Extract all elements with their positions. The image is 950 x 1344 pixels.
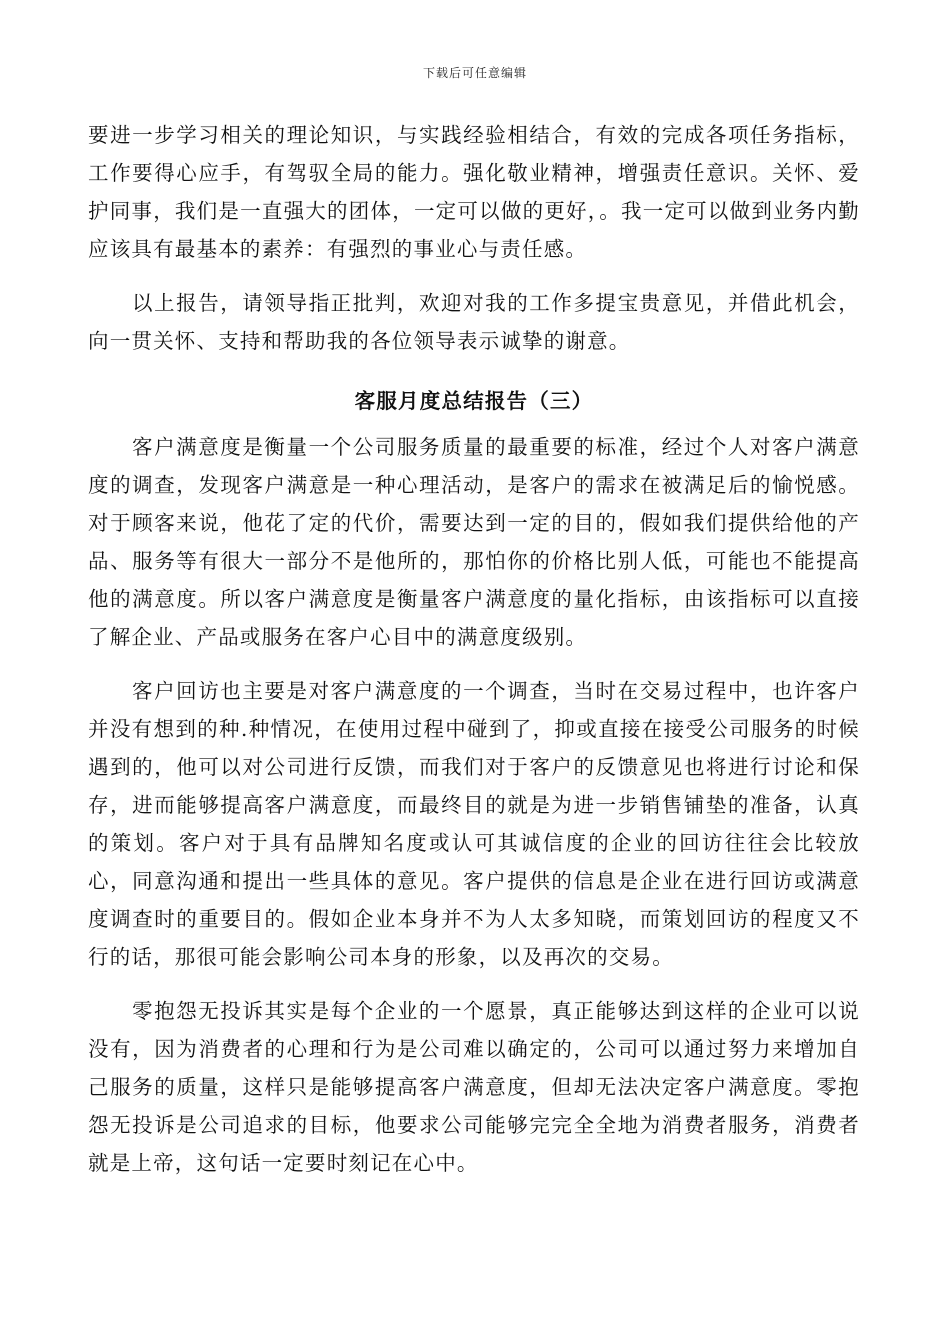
document-body xyxy=(88,116,860,1182)
paragraph-continuation: 要进一步学习相关的理论知识，与实践经验相结合，有效的完成各项任务指标，工作要得心应手，有驾驭全局的能力。强化敬业精神，增强责任意识。关怀、爱护同事，我们是一直强大的团体，一定可以做的更好，。我一定可以做到业务内勤应该具有最基本的素养：有强烈的事业心与责任感。 xyxy=(88,123,860,261)
paragraph-customer-satisfaction: 客户满意度是衡量一个公司服务质量的最重要的标准，经过个人对客户满意度的调查，发现客户满意是一种心理活动，是客户的需求在被满足后的愉悦感。对于顾客来说，他花了定的代价，需要达到一定的目的，假如我们提供给他的产品、服务等有很大一部分不是他所的，那怕你的价格比别人低，可能也不能提高他的满意度。所以客户满意度是衡量客户满意度的量化指标，由该指标可以直接了解企业、产品或服务在客户心目中的满意度级别。 xyxy=(88,435,860,649)
section-title: 客服月度总结报告（三） xyxy=(354,389,594,413)
page-header: 下载后可任意编辑 xyxy=(422,66,527,80)
paragraph-closing-remarks: 以上报告，请领导指正批判，欢迎对我的工作多提宝贵意见，并借此机会，向一贯关怀、支持和帮助我的各位领导表示诚挚的谢意。 xyxy=(88,291,860,353)
paragraph-zero-complaints: 零抱怨无投诉其实是每个企业的一个愿景，真正能够达到这样的企业可以说没有，因为消费者的心理和行为是公司难以确定的，公司可以通过努力来增加自己服务的质量，这样只是能够提高客户满意度，但却无法决定客户满意度。零抱怨无投诉是公司追求的目标，他要求公司能够完完全全地为消费者服务，消费者就是上帝，这句话一定要时刻记在心中。 xyxy=(88,999,860,1175)
paragraph-customer-revisit: 客户回访也主要是对客户满意度的一个调查，当时在交易过程中，也许客户并没有想到的种.种情况，在使用过程中碰到了，抑或直接在接受公司服务的时候遇到的，他可以对公司进行反馈，而我们对于客户的反馈意见也将进行讨论和保存，进而能够提高客户满意度，而最终目的就是为进一步销售铺垫的准备，认真的策划。客户对于具有品牌知名度或认可其诚信度的企业的回访往往会比较放心，同意沟通和提出一些具体的意见。客户提供的信息是企业在进行回访或满意度调查时的重要目的。假如企业本身并不为人太多知晓，而策划回访的程度又不行的话，那很可能会影响公司本身的形象，以及再次的交易。 xyxy=(88,679,860,969)
